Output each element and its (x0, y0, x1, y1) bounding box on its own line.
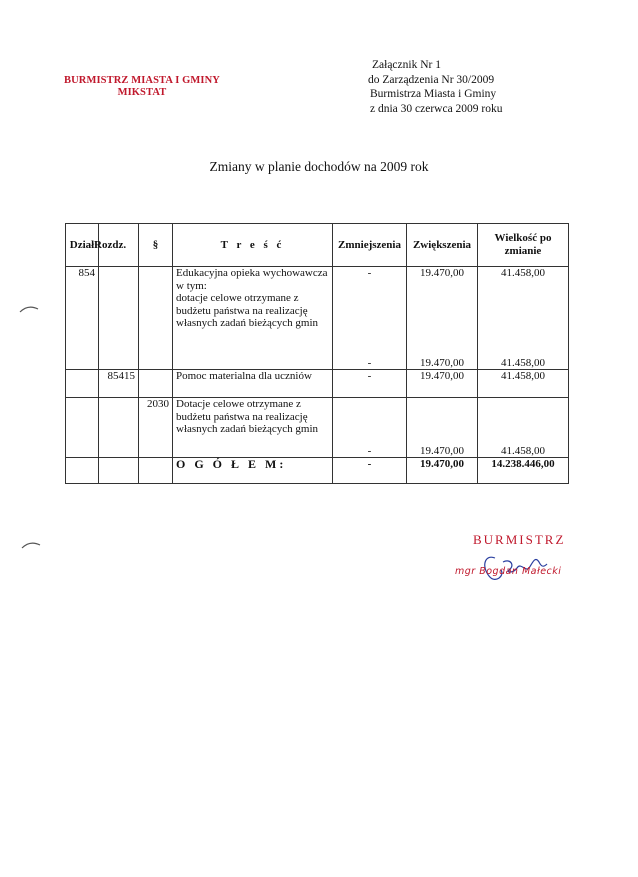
cell-wielkosc: 41.458,00 41.458,00 (478, 267, 569, 370)
cell-zwiekszenia: 19.470,00 (407, 398, 478, 458)
office-stamp (64, 75, 220, 99)
cell-paragraph: 2030 (139, 398, 173, 458)
signature-stamp (455, 532, 605, 592)
scan-mark-icon (18, 302, 40, 316)
table-row (66, 398, 569, 458)
cell-rozdz (99, 398, 139, 458)
cell-paragraph (139, 458, 173, 484)
cell-zmniejszenia: - (333, 398, 407, 458)
handwritten-signature-icon (455, 532, 605, 592)
table-row (66, 370, 569, 398)
stamp-line-2: MIKSTAT (117, 87, 167, 98)
cell-dzial (66, 458, 99, 484)
total-zmniejszenia: - (333, 458, 407, 484)
header-tresc: T r e ś ć (173, 224, 333, 267)
tresc-name: Edukacyjna opieka wychowawcza (176, 267, 328, 279)
cell-tresc: Dotacje celowe otrzymane z budżetu państwa na realizację własnych zadań bieżących gmin (173, 398, 333, 458)
cell-rozdz (99, 458, 139, 484)
cell-rozdz (99, 267, 139, 370)
cell-zwiekszenia: 19.470,00 (407, 370, 478, 398)
total-wielkosc: 14.238.446,00 (478, 458, 569, 484)
header-wielkosc: Wielkość po zmianie (478, 224, 569, 267)
attachment-header (368, 58, 503, 116)
signature-title: BURMISTRZ (473, 532, 566, 547)
table-row (66, 267, 569, 370)
cell-tresc: Pomoc materialna dla uczniów (173, 370, 333, 398)
cell-zwiekszenia: 19.470,00 19.470,00 (407, 267, 478, 370)
signature-name: mgr Bogdan Małecki (455, 566, 562, 577)
cell-zmniejszenia: - (333, 370, 407, 398)
cell-dzial (66, 398, 99, 458)
cell-zmniejszenia: - - (333, 267, 407, 370)
cell-dzial (66, 370, 99, 398)
total-zwiekszenia: 19.470,00 (407, 458, 478, 484)
header-line-4: z dnia 30 czerwca 2009 roku (370, 102, 503, 115)
stamp-line-1: BURMISTRZ MIASTA I GMINY (64, 75, 220, 86)
table-total-row (66, 458, 569, 484)
header-zwiekszenia: Zwiększenia (407, 224, 478, 267)
header-line-3: Burmistrza Miasta i Gminy (370, 88, 497, 100)
income-changes-table (65, 223, 569, 484)
header-line-2: do Zarządzenia Nr 30/2009 (368, 73, 495, 86)
header-zmniejszenia: Zmniejszenia (333, 224, 407, 267)
tresc-sub: w tym: (176, 279, 207, 292)
tresc-desc: dotacje celowe otrzymane z budżetu państwa na realizację własnych zadań bieżących gmin (176, 292, 319, 329)
document-title: Zmiany w planie dochodów na 2009 rok (209, 159, 429, 174)
header-paragraph: § (139, 224, 173, 267)
cell-paragraph (139, 370, 173, 398)
total-label: O G Ó Ł E M: (173, 458, 333, 484)
header-line-1: Załącznik Nr 1 (372, 59, 441, 71)
header-rozdz: Rozdz. (99, 224, 139, 267)
table-header-row (66, 224, 569, 267)
cell-tresc (173, 267, 333, 370)
cell-wielkosc: 41.458,00 (478, 370, 569, 398)
cell-wielkosc: 41.458,00 (478, 398, 569, 458)
cell-paragraph (139, 267, 173, 370)
cell-rozdz: 85415 (99, 370, 139, 398)
header-dzial: Dział (66, 224, 99, 267)
scan-mark-icon (20, 538, 42, 552)
cell-dzial: 854 (66, 267, 99, 370)
